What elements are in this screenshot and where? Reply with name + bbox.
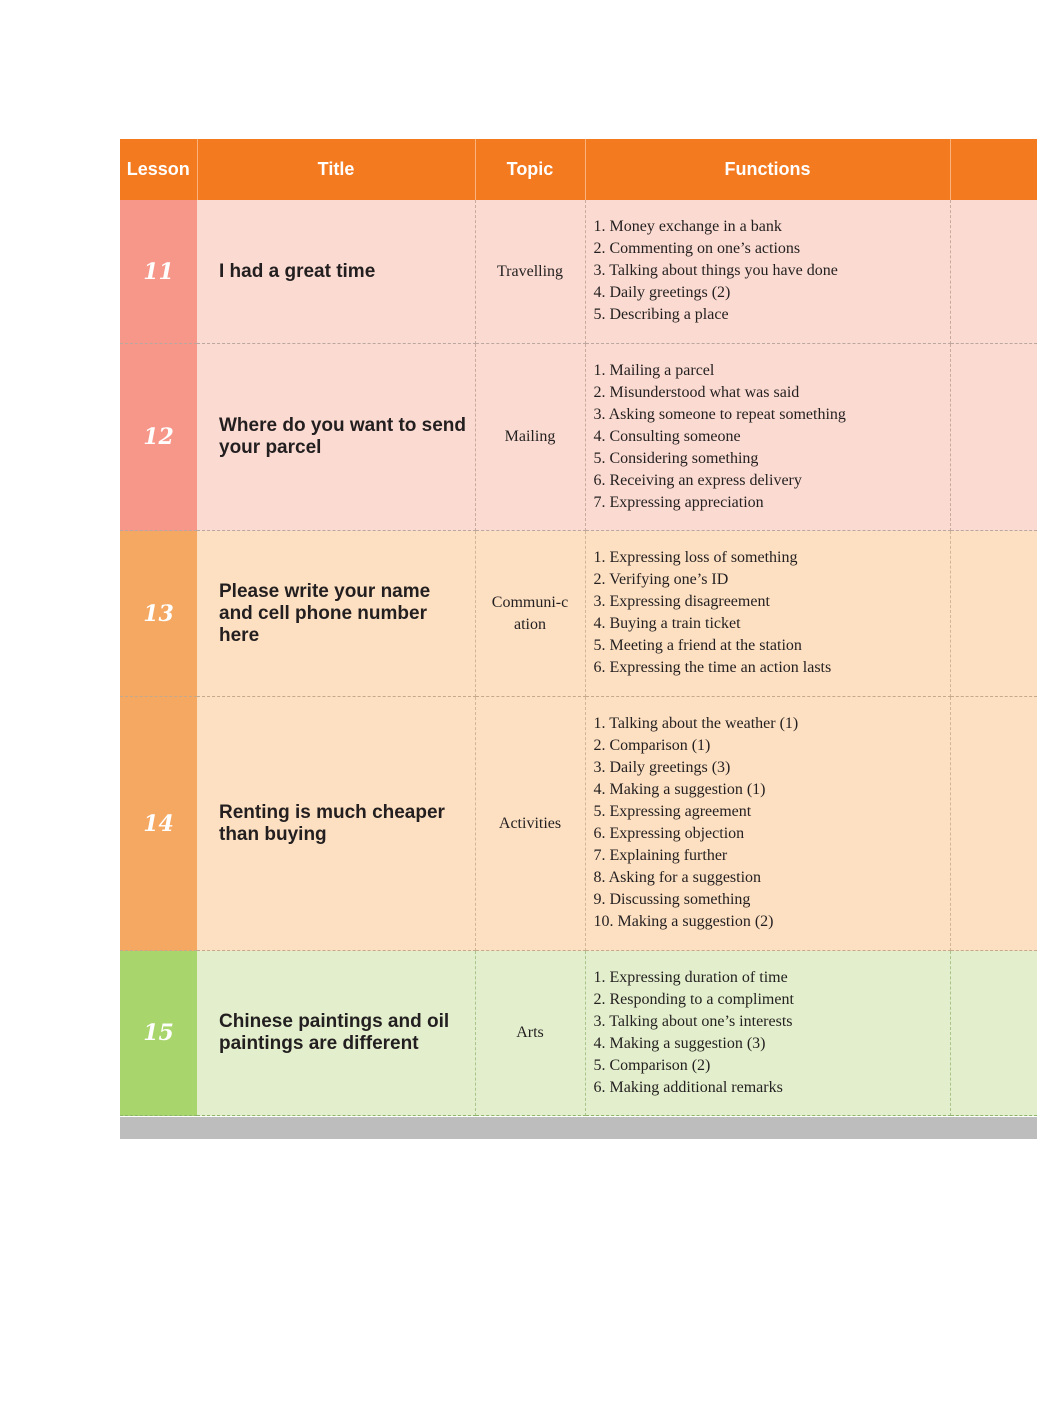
table-row (120, 697, 1037, 951)
lesson-functions (585, 531, 950, 697)
function-item: 3. Talking about things you have done (593, 262, 838, 279)
function-item: 5. Expressing agreement (593, 803, 752, 820)
extra-cell (950, 697, 1037, 951)
function-item: 3. Talking about one’s interests (593, 1012, 793, 1030)
function-item: 3. Expressing disagreement (593, 593, 770, 610)
lesson-title: Renting is much cheaper than buying (197, 697, 475, 951)
table-row (120, 951, 1037, 1116)
lesson-number: 15 (120, 951, 197, 1116)
function-item: 5. Considering something (593, 449, 759, 467)
function-item: 2. Commenting on one’s actions (593, 240, 801, 257)
lesson-table-container (120, 139, 1037, 1116)
function-item: 3. Daily greetings (3) (593, 759, 731, 776)
lesson-title: Where do you want to send your parcel (197, 344, 475, 531)
lesson-title: Please write your name and cell phone number here (197, 531, 475, 697)
function-item: 4. Making a suggestion (1) (593, 781, 766, 798)
extra-cell (950, 344, 1037, 531)
function-item: 4. Daily greetings (2) (593, 284, 731, 301)
function-item: 6. Making additional remarks (593, 1078, 783, 1096)
function-item: 4. Buying a train ticket (593, 615, 741, 632)
function-item: 6. Receiving an express delivery (593, 471, 802, 489)
function-item: 8. Asking for a suggestion (593, 869, 762, 886)
function-item: 1. Expressing duration of time (593, 968, 788, 986)
function-item: 2. Responding to a compliment (593, 990, 794, 1008)
extra-cell (950, 951, 1037, 1116)
lesson-functions (585, 200, 950, 344)
lesson-topic: Mailing (475, 344, 585, 531)
lesson-number: 12 (120, 344, 197, 531)
lesson-topic-text: Communi-cation (491, 593, 569, 633)
lesson-functions (585, 344, 950, 531)
function-item: 2. Verifying one’s ID (593, 571, 729, 588)
header-topic: Topic (475, 139, 585, 200)
lesson-functions (585, 951, 950, 1116)
function-item: 3. Asking someone to repeat something (593, 405, 846, 423)
lesson-topic: Activities (475, 697, 585, 951)
header-functions: Functions (585, 139, 950, 200)
function-item: 2. Comparison (1) (593, 737, 711, 754)
table-row (120, 344, 1037, 531)
function-item: 10. Making a suggestion (2) (593, 913, 774, 930)
extra-cell (950, 531, 1037, 697)
lesson-title: Chinese paintings and oil paintings are different (197, 951, 475, 1116)
lesson-topic: Travelling (475, 200, 585, 344)
function-item: 6. Expressing objection (593, 825, 745, 842)
lesson-table (120, 139, 1037, 1116)
lesson-topic (475, 531, 585, 697)
extra-cell (950, 200, 1037, 344)
table-header-row (120, 139, 1037, 200)
table-row (120, 531, 1037, 697)
lesson-number: 13 (120, 531, 197, 697)
function-item: 6. Expressing the time an action lasts (593, 659, 832, 676)
function-item: 7. Explaining further (593, 847, 728, 864)
lesson-functions (585, 697, 950, 951)
function-item: 4. Making a suggestion (3) (593, 1034, 766, 1052)
lesson-number: 11 (120, 200, 197, 344)
function-item: 4. Consulting someone (593, 427, 741, 445)
function-item: 1. Expressing loss of something (593, 549, 798, 566)
function-item: 5. Meeting a friend at the station (593, 637, 802, 654)
lesson-number: 14 (120, 697, 197, 951)
function-item: 1. Talking about the weather (1) (593, 715, 799, 732)
function-item: 7. Expressing appreciation (593, 493, 764, 511)
table-row (120, 200, 1037, 344)
function-item: 5. Describing a place (593, 306, 729, 323)
function-item: 5. Comparison (2) (593, 1056, 711, 1074)
function-item: 1. Money exchange in a bank (593, 218, 782, 235)
lesson-title: I had a great time (197, 200, 475, 344)
function-item: 2. Misunderstood what was said (593, 383, 800, 401)
header-lesson: Lesson (120, 139, 197, 200)
function-item: 1. Mailing a parcel (593, 361, 715, 379)
footer-bar (120, 1117, 1037, 1139)
header-extra (950, 139, 1037, 200)
lesson-topic: Arts (475, 951, 585, 1116)
function-item: 9. Discussing something (593, 891, 751, 908)
header-title: Title (197, 139, 475, 200)
